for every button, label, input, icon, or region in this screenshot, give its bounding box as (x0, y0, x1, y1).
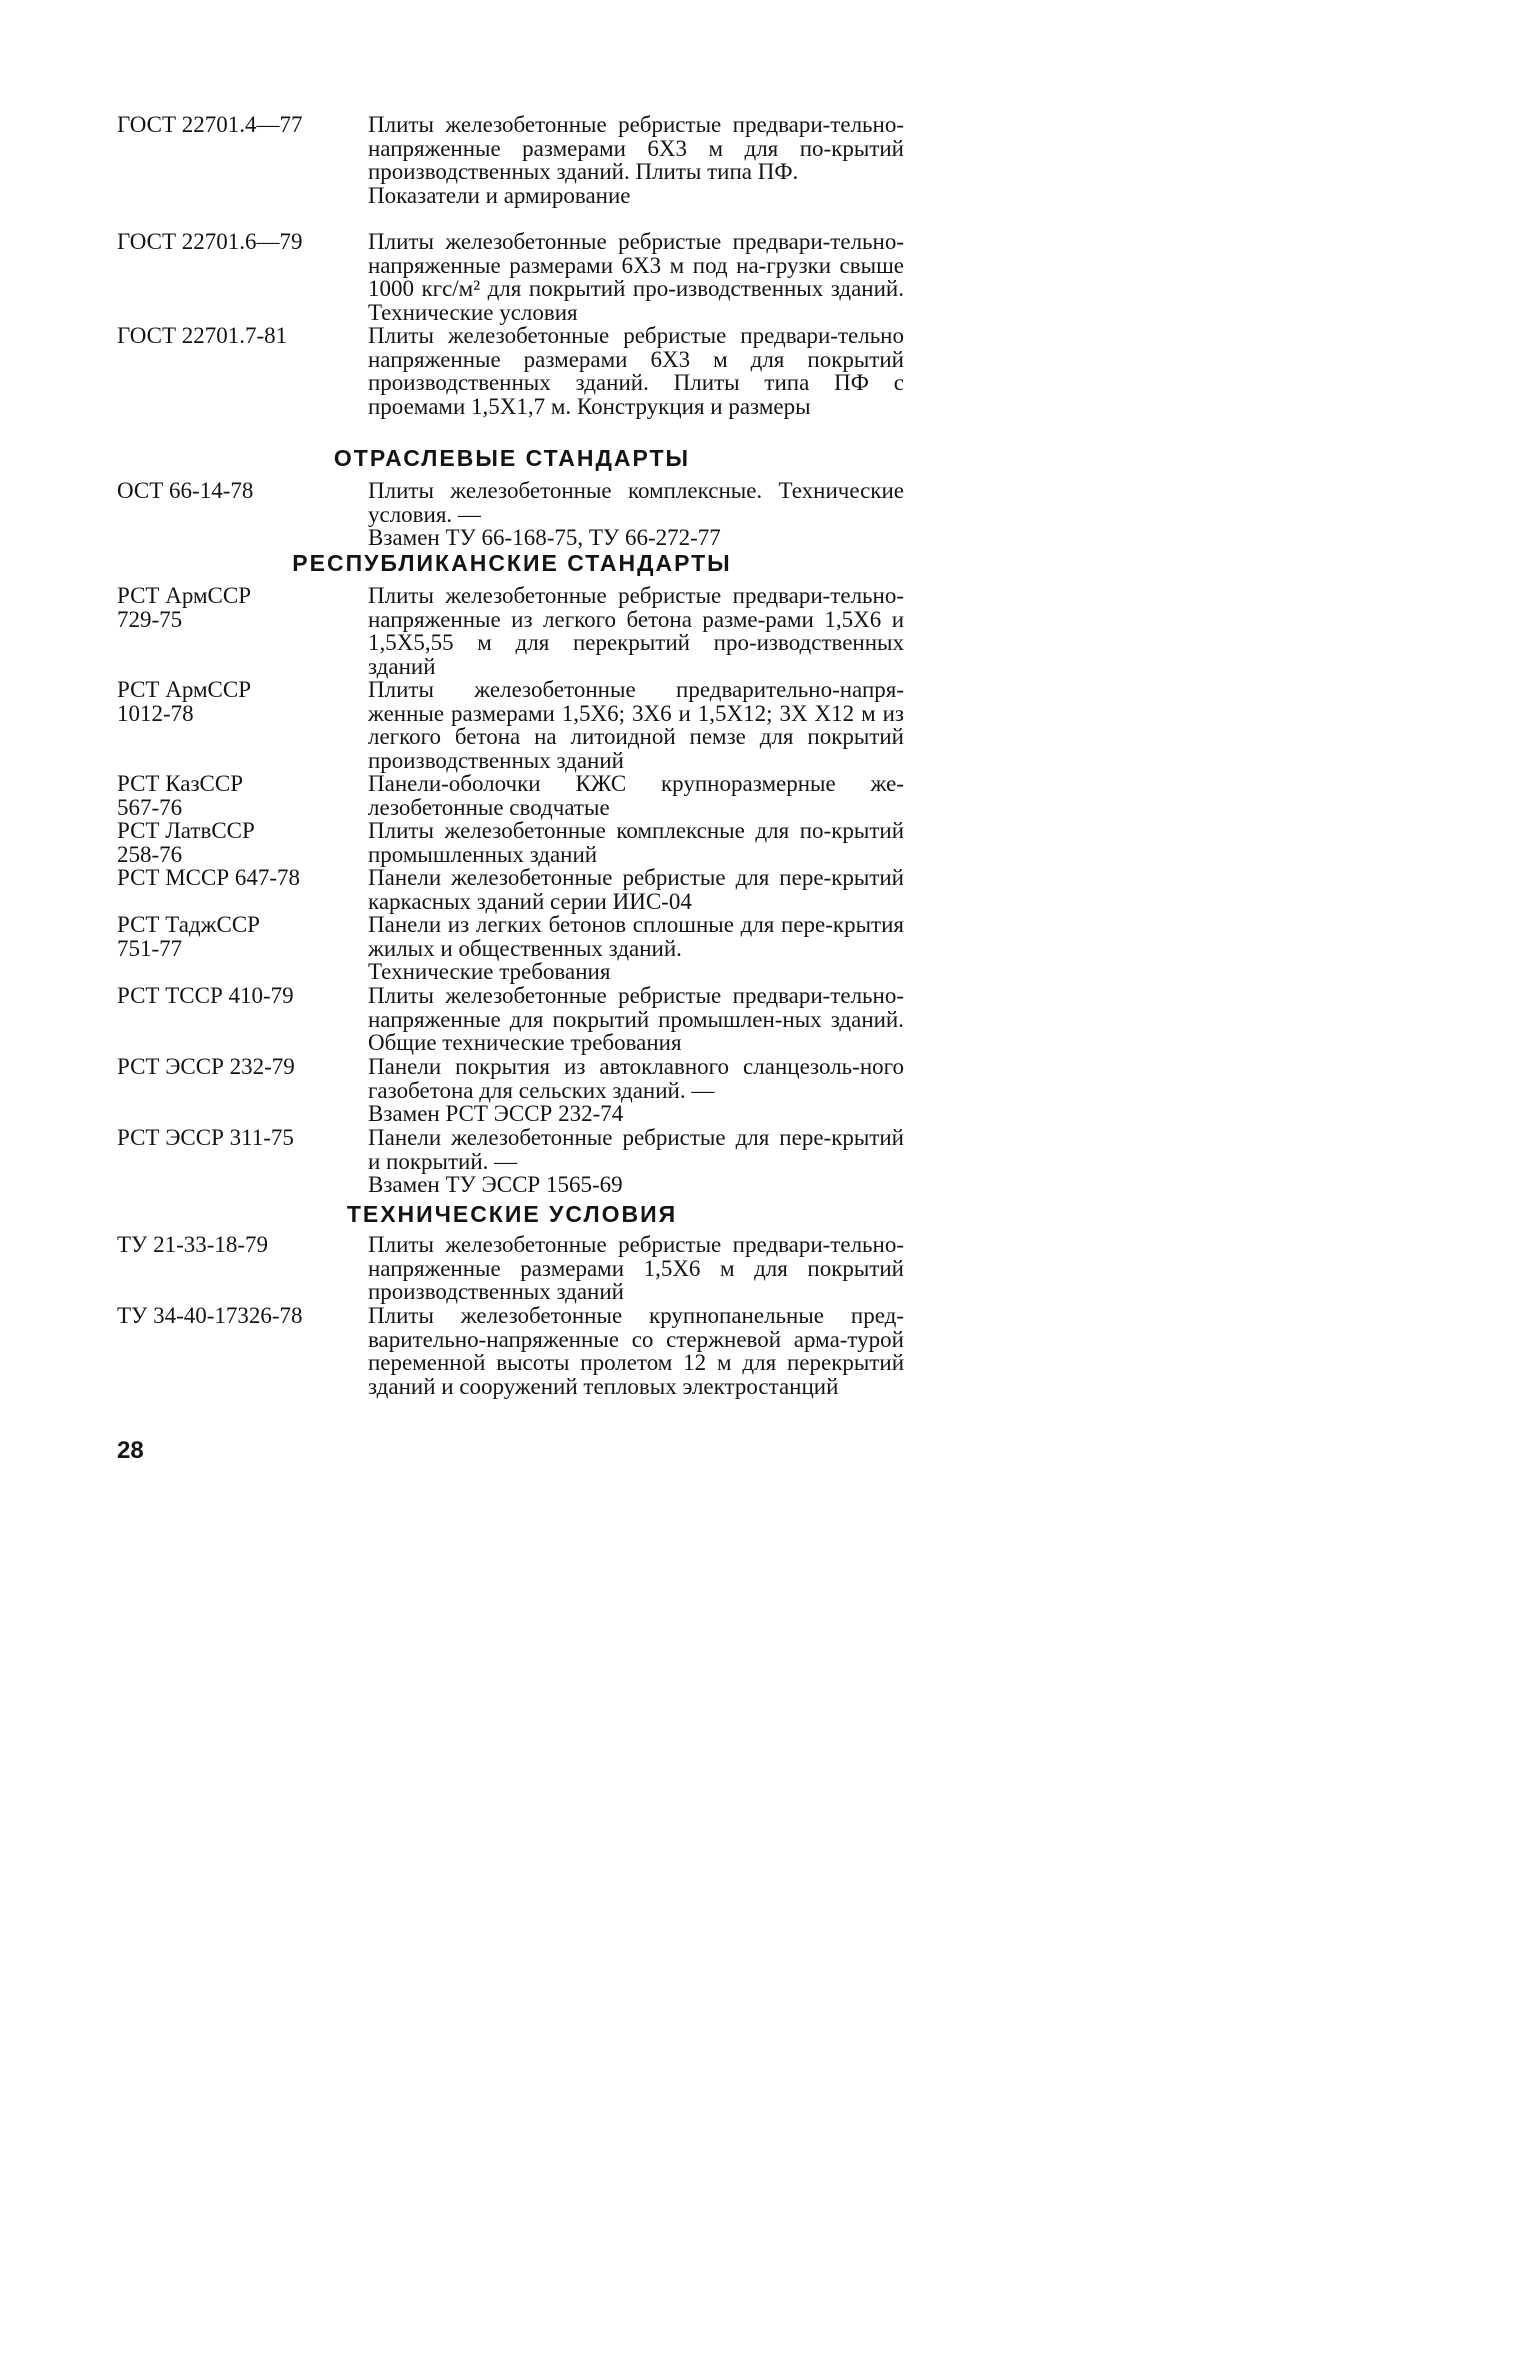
standard-description: Плиты железобетонные ребристые предвари-тельно-напряженные размерами 1,5Х6 м для покрытий производственных зданий (368, 1232, 904, 1304)
standard-description: Панели-оболочки КЖС крупноразмерные же-лезобетонные сводчатые (368, 771, 904, 820)
standard-description: Плиты железобетонные предварительно-напря-женные размерами 1,5Х6; 3Х6 и 1,5Х12; 3Х Х12 м из легкого бетона на литоидной пемзе для покрытий производственных зданий (368, 677, 904, 773)
standard-code: РСТ КазССР 567-76 (117, 771, 244, 820)
standard-code: ГОСТ 22701.6—79 (117, 229, 303, 254)
description-text: Панели железобетонные ребристые для пере-крытий и покрытий. — (368, 1125, 904, 1174)
standard-description (368, 113, 904, 207)
standard-code: РСТ ЭССР 311-75 (117, 1125, 294, 1150)
description-note: Взамен ТУ 66-168-75, ТУ 66-272-77 (368, 525, 721, 550)
standard-description: Плиты железобетонные ребристые предвари-тельно-напряженные для покрытий промышлен-ных зданий. Общие технические требования (368, 983, 904, 1055)
standard-code: РСТ ЛатвССР 258-76 (117, 818, 255, 867)
standard-description (368, 913, 904, 984)
standard-description: Плиты железобетонные крупнопанельные пред-варительно-напряженные со стержневой арма-турой переменной высоты пролетом 12 м для перекрытий зданий и сооружений тепловых электростанций (368, 1303, 904, 1399)
description-note: Взамен ТУ ЭССР 1565-69 (368, 1172, 623, 1197)
page-number: 28 (117, 1437, 144, 1464)
description-text: Плиты железобетонные ребристые предвари-тельно-напряженные размерами 6Х3 м для по-крытий производственных зданий. Плиты типа ПФ. (368, 112, 904, 184)
standard-code: ТУ 21-33-18-79 (117, 1232, 269, 1257)
standard-description: Панели железобетонные ребристые для пере-крытий каркасных зданий серии ИИС-04 (368, 865, 904, 914)
standard-description: Плиты железобетонные комплексные для по-крытий промышленных зданий (368, 818, 904, 867)
standard-description: Плиты железобетонные ребристые предвари-тельно-напряженные размерами 6Х3 м под на-грузки свыше 1000 кгс/м² для покрытий про-изводственных зданий. Технические условия (368, 229, 904, 325)
description-text: Панели покрытия из автоклавного сланцезоль-ного газобетона для сельских зданий. — (368, 1054, 904, 1103)
section-title-republic: РЕСПУБЛИКАНСКИЕ СТАНДАРТЫ (292, 550, 732, 576)
description-note: Показатели и армирование (368, 182, 631, 208)
standard-code: ТУ 34-40-17326-78 (117, 1303, 303, 1328)
section-title-industry: ОТРАСЛЕВЫЕ СТАНДАРТЫ (333, 445, 691, 471)
standard-description (368, 1126, 904, 1197)
document-page (0, 0, 1024, 1575)
standard-description (368, 1055, 904, 1126)
standard-code: РСТ АрмССР 1012-78 (117, 677, 252, 726)
description-note: Взамен РСТ ЭССР 232-74 (368, 1101, 624, 1126)
standard-code: РСТ ТССР 410-79 (117, 983, 294, 1008)
standard-code: РСТ МССР 647-78 (117, 865, 301, 890)
description-note: Технические требования (368, 959, 611, 984)
standard-code: РСТ АрмССР 729-75 (117, 583, 252, 632)
standard-code: ГОСТ 22701.7-81 (117, 323, 288, 348)
standard-description: Плиты железобетонные ребристые предвари-тельно-напряженные из легкого бетона разме-рами 1,5Х6 и 1,5Х5,55 м для перекрытий про-изводственных зданий (368, 583, 904, 679)
standard-description: Плиты железобетонные ребристые предвари-тельно напряженные размерами 6Х3 м для покрытий производственных зданий. Плиты типа ПФ с проемами 1,5Х1,7 м. Конструкция и размеры (368, 323, 904, 419)
standard-code: РСТ ЭССР 232-79 (117, 1054, 295, 1079)
standard-code: РСТ ТаджССР 751-77 (117, 912, 260, 961)
standard-code: ГОСТ 22701.4—77 (117, 112, 303, 137)
description-text: Панели из легких бетонов сплошные для пере-крытия жилых и общественных зданий. (368, 912, 904, 961)
section-title-tech: ТЕХНИЧЕСКИЕ УСЛОВИЯ (346, 1201, 678, 1227)
description-text: Плиты железобетонные комплексные. Технические условия. — (368, 478, 904, 527)
standard-code: ОСТ 66-14-78 (117, 478, 254, 503)
standard-description (368, 479, 904, 550)
